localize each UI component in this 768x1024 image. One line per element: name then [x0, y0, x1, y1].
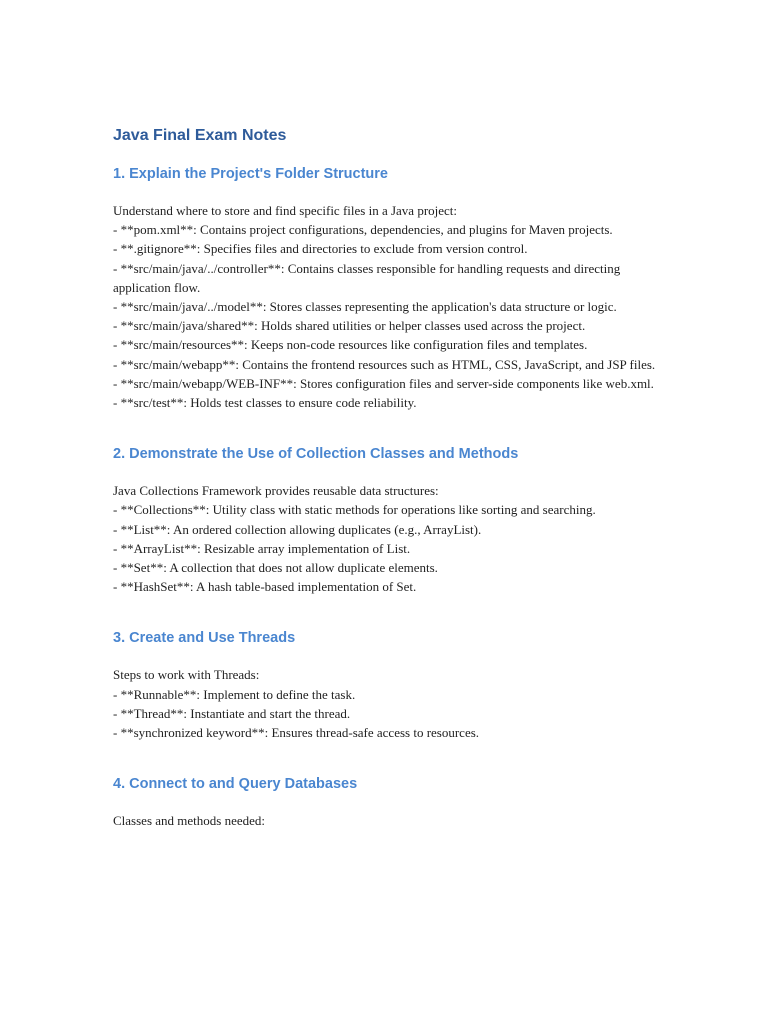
- section-intro: Classes and methods needed:: [113, 813, 265, 829]
- list-item: - **src/main/java/../model**: Stores classes representing the application's data structure or logic.: [113, 299, 617, 315]
- list-item: - **Set**: A collection that does not allow duplicate elements.: [113, 560, 438, 576]
- section-intro: Steps to work with Threads:: [113, 667, 260, 683]
- list-item: - **synchronized keyword**: Ensures thread-safe access to resources.: [113, 725, 480, 741]
- list-item: - **List**: An ordered collection allowing duplicates (e.g., ArrayList).: [113, 521, 482, 537]
- document-title: Java Final Exam Notes: [113, 127, 287, 144]
- section-list: [113, 500, 673, 596]
- list-item: - **pom.xml**: Contains project configurations, dependencies, and plugins for Maven projects.: [113, 222, 613, 238]
- list-item: - **HashSet**: A hash table-based implementation of Set.: [113, 579, 417, 595]
- list-item: - **Runnable**: Implement to define the task.: [113, 686, 356, 702]
- list-item: - **Collections**: Utility class with static methods for operations like sorting and searching.: [113, 502, 596, 518]
- section-folder-structure: [113, 162, 673, 412]
- section-heading: 4. Connect to and Query Databases: [113, 776, 358, 793]
- section-collections: [113, 442, 673, 596]
- list-item: - **ArrayList**: Resizable array implementation of List.: [113, 540, 411, 556]
- section-intro: Java Collections Framework provides reusable data structures:: [113, 483, 439, 499]
- document-page: [113, 124, 673, 830]
- list-item: - **src/test**: Holds test classes to ensure code reliability.: [113, 395, 417, 411]
- section-heading: 2. Demonstrate the Use of Collection Classes and Methods: [113, 446, 519, 463]
- section-intro: Understand where to store and find specific files in a Java project:: [113, 203, 458, 218]
- list-item: - **src/main/webapp**: Contains the frontend resources such as HTML, CSS, JavaScript, and JSP files.: [113, 356, 656, 372]
- list-item: - **src/main/webapp/WEB-INF**: Stores configuration files and server-side components like web.xml.: [113, 375, 654, 391]
- section-heading: 1. Explain the Project's Folder Structure: [113, 166, 388, 182]
- section-heading: 3. Create and Use Threads: [113, 630, 296, 647]
- section-body: [113, 481, 673, 596]
- list-item: - **Thread**: Instantiate and start the thread.: [113, 705, 351, 721]
- section-list: [113, 685, 673, 743]
- list-item: - **src/main/resources**: Keeps non-code resources like configuration files and templates.: [113, 337, 588, 353]
- list-item: - **src/main/java/shared**: Holds shared utilities or helper classes used across the project.: [113, 318, 586, 334]
- section-body: [113, 811, 673, 830]
- list-item: - **src/main/java/../controller**: Contains classes responsible for handling requests and directing application flow.: [113, 260, 621, 295]
- list-item: - **.gitignore**: Specifies files and directories to exclude from version control.: [113, 241, 528, 257]
- section-databases: [113, 772, 673, 830]
- section-body: [113, 665, 673, 742]
- section-body: [113, 201, 673, 412]
- section-list: [113, 220, 673, 412]
- section-threads: [113, 626, 673, 742]
